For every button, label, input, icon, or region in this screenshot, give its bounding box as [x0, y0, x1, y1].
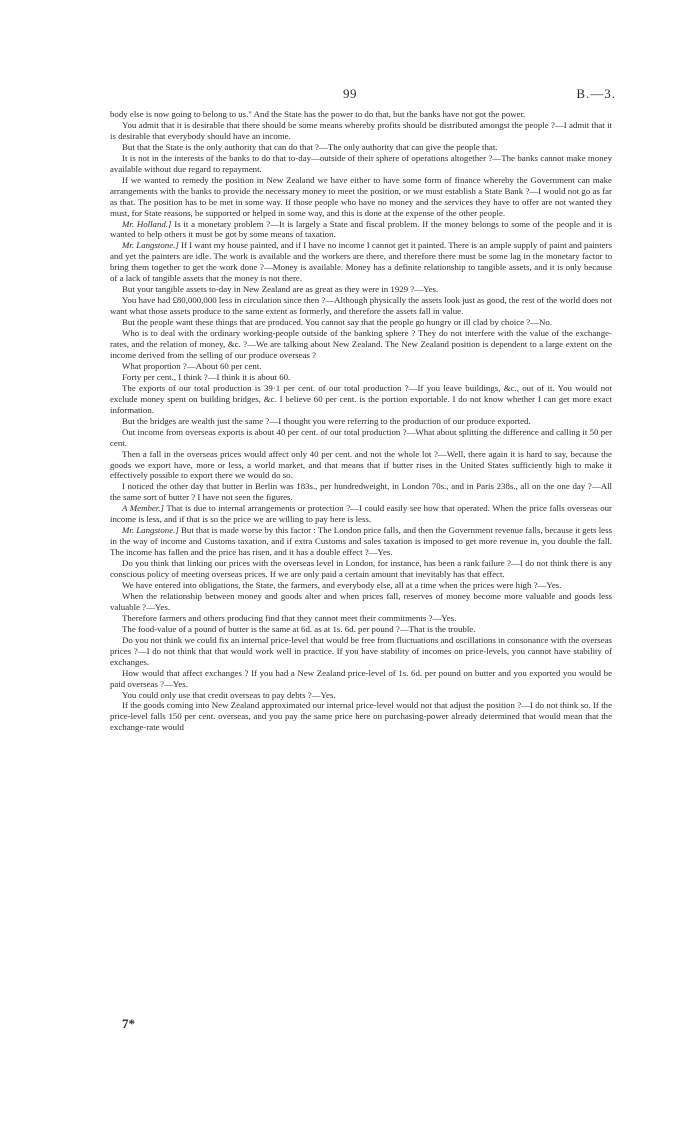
paragraph: [110, 558, 612, 580]
paragraph: [110, 624, 612, 635]
paragraph: [110, 142, 612, 153]
page-number: 99: [343, 86, 357, 101]
paragraph: [110, 481, 612, 503]
paragraph: [110, 109, 612, 120]
document-reference: B.—3.: [576, 86, 616, 101]
speaker-label: Mr. Holland.]: [122, 218, 172, 229]
paragraph: [110, 591, 612, 613]
paragraph: [110, 383, 612, 416]
paragraph-text: Do you think that linking our prices with the overseas level in London, for instance, has been a rank failure ?—I do not think there is any conscious policy of meeting overseas prices. If we are only paid a certain amount that inevitably has that effect.: [110, 558, 612, 580]
paragraph: [110, 635, 612, 668]
paragraph-text: But the people want these things that are produced. You cannot say that the people go hungry or ill clad by choice ?—No.: [122, 317, 553, 328]
paragraph-text: If we wanted to remedy the position in New Zealand we have either to have some form of finance whereby the Government can make arrangements with the banks to provide the necessary money to meet the position, or we must establish a State Bank ?—I would not go as far as that. The position has to be met in some way. If those people who have no money and the services they have to offer are not wanted they must, for State reasons, be supported or helped in some way, and this is done at the expense of the other people.: [110, 174, 612, 218]
paragraph-text: You could only use that credit overseas to pay debts ?—Yes.: [122, 689, 336, 700]
paragraph-text: But that is made worse by this factor : The London price falls, and then the Government revenue falls, because it gets less in the way of income and Customs taxation, and if extra Customs and sales taxation is imposed to get more revenue in, you double the fall. The income has fallen and the price has risen, and it has a double effect ?—Yes.: [110, 525, 612, 558]
paragraph-text: The food-value of a pound of butter is the same at 6d. as at 1s. 6d. per pound ?—That is the trouble.: [122, 623, 476, 634]
paragraph-text: You have had £80,000,000 less in circulation since then ?—Although physically the assets look just as good, the rest of the world does not want what those assets produce to the same extent as formerly, and therefore the assets fall in value.: [110, 295, 612, 317]
paragraph-text: If I want my house painted, and if I have no income I cannot get it painted. There is an ample supply of paint and painters and yet the painters are idle. The work is available and the workers are there, and therefore there must be some lag in the monetary factor to bring them together to get the work done ?—Money is available. Money has a definite relationship to tangible assets, and it is only because of a lack of tangible assets that the money is not there.: [110, 240, 612, 284]
paragraph-text: Forty per cent., I think ?—I think it is about 60.: [122, 371, 291, 382]
paragraph-text: If the goods coming into New Zealand approximated our internal price-level would not that adjust the position ?—I do not think so. If the price-level falls 150 per cent. overseas, and you pay the same price here on purchasing-power already determined that would mean that the exchange-rate would: [110, 700, 612, 733]
speaker-label: Mr. Langstone.]: [122, 240, 179, 251]
paragraph-text: Out income from overseas exports is about 40 per cent. of our total production ?—What about splitting the difference and calling it 50 per cent.: [110, 426, 612, 448]
paragraph-text: What proportion ?—About 60 per cent.: [122, 360, 262, 371]
paragraph-text: How would that affect exchanges ? If you had a New Zealand price-level of 1s. 6d. per pound on butter and you exported you would be paid overseas ?—Yes.: [110, 667, 612, 689]
paragraph-text: That is due to internal arrangements or protection ?—I could easily see how that operated. When the price falls overseas our income is less, and if that is so the price we are willing to pay here is less.: [110, 503, 612, 525]
paragraph-text: body else is now going to belong to us." And the State has the power to do that, but the banks have not got the power.: [110, 109, 526, 119]
paragraph: [110, 361, 612, 372]
paragraph: [110, 372, 612, 383]
document-body: [110, 109, 612, 733]
paragraph: [110, 240, 612, 284]
signature-mark: 7*: [122, 1016, 135, 1031]
paragraph-text: We have entered into obligations, the State, the farmers, and everybody else, all at a time when the prices were high ?—Yes.: [122, 579, 562, 590]
paragraph: [110, 503, 612, 525]
paragraph: [110, 175, 612, 219]
speaker-label: Mr. Langstone.]: [122, 525, 179, 536]
paragraph-text: I noticed the other day that butter in Berlin was 183s., per hundredweight, in London 70s., and in Paris 238s., all on the one day ?—All the same sort of butter ? I have not seen the figures.: [110, 481, 612, 503]
paragraph-text: But the bridges are wealth just the same ?—I thought you were referring to the production of our produce exported.: [122, 415, 531, 426]
paragraph-text: It is not in the interests of the banks to do that to-day—outside of their sphere of operations altogether ?—The banks cannot make money available without due regard to repayment.: [110, 152, 612, 174]
paragraph-text: But that the State is the only authority that can do that ?—The only authority that can give the people that.: [122, 141, 498, 152]
paragraph: [110, 613, 612, 624]
paragraph: [110, 525, 612, 558]
paragraph: [110, 427, 612, 449]
paragraph-text: Do you not think we could fix an internal price-level that would be free from fluctuations and oscillations in consonance with the overseas prices ?—I do not think that that would work well in practice. If you have stability of incomes on price-levels, you cannot have stability of exchanges.: [110, 634, 612, 667]
paragraph: [110, 449, 612, 482]
paragraph: [110, 328, 612, 361]
paragraph: [110, 580, 612, 591]
paragraph: [110, 700, 612, 733]
paragraph: [110, 416, 612, 427]
paragraph-text: Then a fall in the overseas prices would affect only 40 per cent. and not the whole lot ?—Well, there again it is hard to say, because the goods we export have, more or less, a world market, and that means that if butter rises in the United States sufficiently high to make it effectively possible to export there we would do so.: [110, 448, 612, 481]
paragraph-text: Therefore farmers and others producing find that they cannot meet their commitments ?—Yes.: [122, 612, 457, 623]
paragraph-text: Is it a monetary problem ?—It is largely a State and fiscal problem. If the money belongs to some of the people and it is wanted to help others it must be got by some means of taxation.: [110, 218, 613, 240]
paragraph-text: You admit that it is desirable that there should be some means whereby profits should be distributed amongst the people ?—I admit that it is desirable that everybody should have an income.: [110, 119, 612, 141]
paragraph: [110, 690, 612, 701]
speaker-label: A Member.]: [122, 503, 164, 514]
paragraph: [110, 295, 612, 317]
paragraph: [110, 284, 612, 295]
paragraph-text: When the relationship between money and goods alter and when prices fall, reserves of money become more valuable and goods less valuable ?—Yes.: [110, 590, 612, 612]
paragraph-text: Who is to deal with the ordinary working-people outside of the banking sphere ? They do not interfere with the value of the exchange-rates, and the relation of money, &c. ?—We are talking about New Zealand. The New Zealand position is dependent to a large extent on the income derived from the selling of our produce overseas ?: [110, 328, 612, 360]
paragraph-text: The exports of our total production is 39·1 per cent. of our total production ?—If you leave buildings, &c., out of it. You would not exclude money spent on building bridges, &c. I believe 60 per cent. is the portion exportable. I do not know whether I can get more exact information.: [110, 382, 612, 415]
paragraph: [110, 317, 612, 328]
paragraph-text: But your tangible assets to-day in New Zealand are as great as they were in 1929 ?—Yes.: [122, 284, 439, 295]
paragraph: [110, 153, 612, 175]
paragraph: [110, 219, 612, 241]
paragraph: [110, 120, 612, 142]
paragraph: [110, 668, 612, 690]
